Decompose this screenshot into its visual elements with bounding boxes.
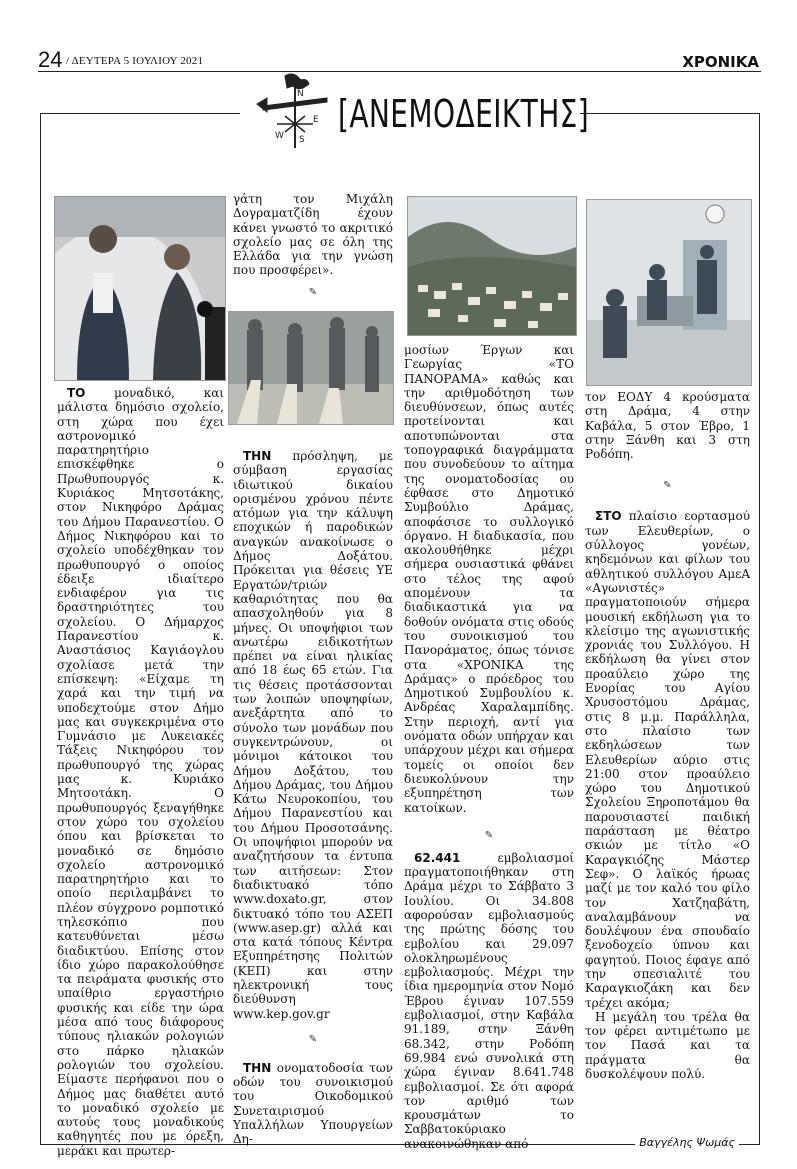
column-1: [57, 386, 224, 1158]
vane-letter-e: E: [313, 115, 319, 125]
vane-letter-n: Ν: [297, 89, 304, 99]
article-street-naming-continued: μοσίων Έργων και Γεωργίας «ΤΟ ΠΑΝΟΡΑΜΑ» καθώς και την αριθμοδότηση των διευθύνσεων, όπως αυτές προτείνονται και αποτυπώνονται στα τοπογραφικά διαγράμματα που συνοδεύουν το αίτημα της ονοματοδοσίας ου έφθασε στο Δημοτικό Συμβούλιο Δράμας, αποφάσισε το συλλογικό όργανο. Η διαδικασία, που ακολουθήθηκε μέχρι σήμερα ουσιαστικά φθάνει στο τέλος της αφού απομένουν τα διαδικαστικά για να δοθούν ονόματα στις οδούς του συνοικισμού του Πανοράματος, όπως τόνισε στα «ΧΡΟΝΙΚΑ της Δράμας» ο πρόεδρος του Δημοτικού Συμβουλίου κ. Ανδρέας Χαραλαμπίδης. Στην περιοχή, αντί για ονόματα οδών υπήρχαν και υπάρχουν μέχρι και σήμερα τομείς οι οποίοι δεν διευκολύνουν την εξυπηρέτηση των κατοίκων.: [404, 343, 574, 815]
section-title: ΧΡΟΝΙΚΑ: [682, 53, 759, 71]
article-vaccinations-continued: τον ΕΟΔΥ 4 κρούσματα στη Δράμα, 4 στην Καβάλα, 5 στον Έβρο, 1 στην Ξάνθη και 3 στη Ροδόπη.: [585, 390, 750, 462]
article-cleaning-jobs: ΤΗΝ πρόσληψη, με σύμβαση εργασίας ιδιωτικού δικαίου ορισμένου χρόνου πέντε ατόμων για την κάλυψη εποχικών ή παροδικών αναγκών ανακοίνωσε ο Δήμος Δοξάτου. Πρόκειται για θέσεις ΥΕ Εργατών/τριών καθαριότητας που θα απασχοληθούν για 8 μήνες. Οι υποψήφιοι των ανωτέρω ειδικοτήτων πρέπει να είναι ηλικίας από 18 έως 65 ετών. Για τις θέσεις προτάσσονται των λοιπών υποψηφίων, ανεξάρτητα από το σύνολο των μονάδων που συγκεντρώνουν, οι μόνιμοι κάτοικοι του Δήμου Δοξάτου, του Δήμου Δράμας, του Δήμου Κάτω Νευροκοπίου, του Δήμου Παρανεστίου και του Δήμου Προσοτσάνης. Οι υποψήφιοι μπορούν να αναζητήσουν τα έντυπα των αιτήσεων: Στον διαδικτυακό τόπο www.doxato.gr, στον δικτυακό τόπο του ΑΣΕΠ (www.asep.gr) αλλά και στα κατά τόπους Κέντρα Εξυπηρέτησης Πολιτών (ΚΕΠ) και στην ηλεκτρονική τους διεύθυνση www.kep.gov.gr: [233, 449, 393, 1021]
article-observatory-continued: γάτη τον Μιχάλη Δογραματζίδη έχουν κάνει γνωστό το ακριτικό σχολείο μας σε όλη της Ελλάδα για την γνώση που προσφέρει».: [233, 192, 393, 278]
column-4: [585, 390, 750, 1081]
column-2-lower: [233, 449, 393, 1147]
article-lead: ΤΗΝ: [243, 449, 272, 463]
photo-prime-minister-visit: [54, 196, 226, 381]
photo-panorama-settlement: [407, 196, 577, 336]
article-lead: ΣΤΟ: [595, 509, 622, 524]
author-signature: Βαγγέλης Ψωμάς: [635, 1136, 739, 1149]
article-vaccinations: 62.441 εμβολιασμοί πραγματοποιήθηκαν στη Δράμα μέχρι το Σάββατο 3 Ιουλίου. Οι 34.808 αφορούσαν εμβολιασμούς της πρώτης δόσης του εμβολίου και 29.097 ολοκληρωμένους εμβολιασμούς. Μέχρι την ίδια ημερομηνία στον Νομό Έβρου έγιναν 107.559 εμβολιασμοί, στην Καβάλα 91.189, στην Ξάνθη 68.342, στην Ροδόπη 69.984 ενώ συνολικά στη χώρα έγιναν 8.641.748 εμβολιασμοί. Σε ότι αφορά τον αριθμό των κρουσμάτων το Σαββατοκύριακο ανακοινώθηκαν από: [404, 850, 574, 1151]
column-2: [233, 192, 393, 310]
weathervane-icon: [255, 72, 335, 150]
page-number: 24: [38, 47, 63, 72]
column-title: [ΑΝΕΜΟΔΕΙΚΤΗΣ]: [338, 92, 590, 136]
header-rule: [38, 71, 761, 72]
separator-icon: ✎: [308, 286, 318, 298]
photo-vaccination-centre: [586, 199, 752, 386]
separator-icon: ✎: [308, 1033, 318, 1045]
separator-icon: ✎: [484, 829, 494, 841]
issue-date: / ΔΕΥΤΕΡΑ 5 ΙΟΥΛΙΟΥ 2021: [66, 55, 204, 67]
article-street-naming: ΤΗΝ ονοματοδοσία των οδών του συνοικισμού του Οικοδομικού Συνεταιρισμού Υπαλλήλων Υπουργείων Δη-: [233, 1060, 393, 1147]
column-3: [404, 343, 574, 1151]
separator-icon: ✎: [663, 480, 672, 492]
photo-cleaning-workers: [228, 311, 394, 425]
article-lead: ΤΗΝ: [243, 1060, 272, 1075]
article-lead: ΤΟ: [67, 386, 86, 400]
article-eleftheria-events: ΣΤΟ πλαίσιο εορτασμού των Ελευθερίων, ο σύλλογος γονέων, κηδεμόνων και φίλων του αθλητικού συλλόγου ΑμεΑ «Αγωνιστές» πραγματοποιούν σήμερα μουσική εκδήλωση για το κλείσιμο της αγωνιστικής χρονιάς του Συλλόγου. Η εκδήλωση θα γίνει στον προαύλειο χώρο της Ενορίας του Αγίου Χρυσοστόμου Δράμας, στις 8 μ.μ. Παράλληλα, στο πλαίσιο των εκδηλώσεων των Ελευθερίων αύριο στις 21:00 στον προαύλειο χώρο του Δημοτικού Σχολείου Ξηροποτάμου θα παρουσιαστεί παιδική παράσταση με θέατρο σκιών με τίτλο «Ο Καραγκιόζης Μάστερ Σεφ». Ο λαϊκός ήρωας μαζί με τον καλό του φίλο τον Χατζηαβάτη, αναλαμβάνουν να δουλέψουν ένα σπουδαίο ξενοδοχείο ύπνου και φαγητού. Ποιος έφαγε από την σπεσιαλιτέ του Καραγκιοζάκη και δεν τρέχει ακόμα;: [585, 509, 750, 1010]
article-eleftheria-ending: Η μεγάλη του τρέλα θα τον φέρει αντιμέτωπο με τον Πασά και τα πράγματα θα δυσκολέψουν πολύ.: [585, 1009, 750, 1082]
article-observatory-school: ΤΟ μοναδικό, και μάλιστα δημόσιο σχολείο, στη χώρα που έχει αστρονομικό παρατηρητήριο επισκέφθηκε ο Πρωθυπουργός κ. Κυριάκος Μητσοτάκης, στον Νικηφόρο Δράμας του Δήμου Παρανεστίου. Ο Δήμος Νικηφόρου και το σχολείο υποδέχθηκαν τον πρωθυπουργό ο οποίος έδειξε ιδιαίτερο ενδιαφέρον για τις δραστηριότητες του σχολείου. Ο Δήμαρχος Παρανεστίου κ. Αναστάσιος Καγιάογλου σχολίασε μετά την επίσκεψη: «Είχαμε τη χαρά και την τιμή να υποδεχτούμε στον Δήμο μας και συγκεκριμένα στο Γυμνάσιο με Λυκειακές Τάξεις Νικηφόρου τον πρωθυπουργό της χώρας μας κ. Κυριάκο Μητσοτάκη. Ο πρωθυπουργός ξεναγήθηκε στον χώρο του σχολείου όπου και βρίσκεται το μοναδικό σε δημόσιο σχολείο αστρονομικό παρατηρητήριο και το οποίο περιλαμβάνει το πλέον σύγχρονο ρομποτικό τηλεσκόπιο που κατευθύνεται μέσω διαδικτύου. Επίσης στον ίδιο χώρο παρακολούθησε τα πειράματα φυσικής στο υπαίθριο εργαστήριο φυσικής και είδε την ώρα μέσα από τους διάφορους τύπους ηλιακών ρολογιών στο πάρκο ηλιακών ρολογιών του σχολείου. Είμαστε περήφανοι που ο Δήμος μας διαθέτει αυτό το μοναδικό σχολείο με αυτούς τους μοναδικούς καθηγητές που με όρεξη, μεράκι και πρωτερ-: [57, 386, 224, 1158]
vane-letter-w: W: [275, 131, 284, 141]
article-lead: 62.441: [414, 850, 461, 865]
vane-letter-s: S: [299, 135, 305, 145]
